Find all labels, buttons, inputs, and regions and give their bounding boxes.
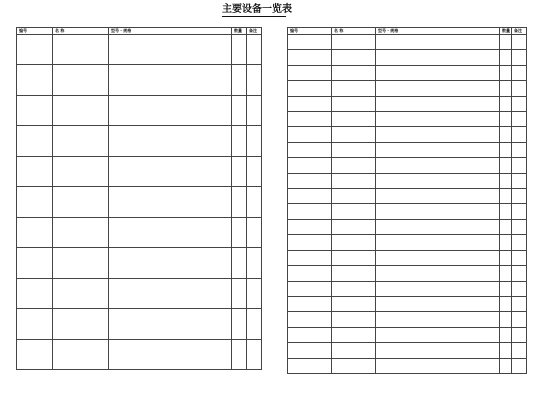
row-spec	[376, 343, 500, 358]
row-name	[332, 81, 376, 96]
row-code	[288, 358, 332, 373]
header-note: 备注	[512, 28, 527, 35]
row-name	[332, 189, 376, 204]
table-row	[17, 339, 262, 369]
row-spec	[376, 312, 500, 327]
row-spec	[376, 142, 500, 157]
row-note	[247, 278, 262, 308]
table-row	[288, 65, 527, 80]
row-name	[332, 142, 376, 157]
row-code	[288, 65, 332, 80]
table-row	[288, 96, 527, 111]
row-code	[17, 187, 53, 217]
row-code	[288, 189, 332, 204]
row-name	[332, 50, 376, 65]
row-qty	[500, 296, 512, 311]
row-code	[17, 339, 53, 369]
row-qty	[500, 96, 512, 111]
row-note	[512, 50, 527, 65]
row-spec	[376, 96, 500, 111]
row-qty	[500, 50, 512, 65]
row-name	[332, 312, 376, 327]
table-row	[288, 281, 527, 296]
row-code	[288, 219, 332, 234]
header-qty: 数量	[232, 28, 247, 35]
row-name	[332, 296, 376, 311]
row-qty	[500, 35, 512, 50]
row-qty	[232, 248, 247, 278]
row-name	[332, 65, 376, 80]
row-spec	[376, 35, 500, 50]
row-name	[53, 187, 109, 217]
row-name	[332, 35, 376, 50]
row-spec	[376, 250, 500, 265]
row-spec	[376, 204, 500, 219]
row-code	[17, 126, 53, 156]
row-spec	[109, 35, 232, 65]
row-spec	[109, 339, 232, 369]
row-code	[288, 266, 332, 281]
row-note	[512, 281, 527, 296]
row-note	[247, 126, 262, 156]
row-spec	[109, 309, 232, 339]
row-spec	[376, 112, 500, 127]
row-name	[53, 309, 109, 339]
row-note	[512, 65, 527, 80]
row-code	[288, 281, 332, 296]
row-qty	[500, 204, 512, 219]
row-code	[288, 142, 332, 157]
row-code	[17, 248, 53, 278]
document-title: 主要设备一览表	[222, 4, 292, 15]
table-row	[17, 95, 262, 125]
row-note	[512, 250, 527, 265]
row-code	[288, 112, 332, 127]
header-name: 名 称	[332, 28, 376, 35]
row-spec	[109, 278, 232, 308]
row-note	[512, 327, 527, 342]
table-row	[17, 35, 262, 65]
row-qty	[500, 127, 512, 142]
table-row	[288, 50, 527, 65]
row-note	[512, 235, 527, 250]
row-name	[332, 235, 376, 250]
row-name	[332, 358, 376, 373]
row-spec	[376, 327, 500, 342]
header-note: 备注	[247, 28, 262, 35]
row-code	[288, 312, 332, 327]
row-code	[288, 127, 332, 142]
row-note	[512, 96, 527, 111]
row-code	[288, 327, 332, 342]
row-name	[332, 327, 376, 342]
row-spec	[376, 81, 500, 96]
row-spec	[376, 189, 500, 204]
table-row	[17, 248, 262, 278]
row-name	[332, 266, 376, 281]
equipment-table-left	[16, 27, 262, 370]
row-spec	[376, 219, 500, 234]
table-row	[288, 358, 527, 373]
row-code	[288, 158, 332, 173]
row-qty	[232, 339, 247, 369]
row-name	[332, 173, 376, 188]
header-name: 名 称	[53, 28, 109, 35]
row-name	[332, 219, 376, 234]
row-qty	[500, 189, 512, 204]
row-qty	[232, 187, 247, 217]
row-spec	[376, 358, 500, 373]
row-code	[288, 204, 332, 219]
table-row	[288, 81, 527, 96]
row-note	[512, 158, 527, 173]
table-row	[288, 266, 527, 281]
table-row	[17, 187, 262, 217]
row-name	[53, 126, 109, 156]
row-qty	[500, 358, 512, 373]
row-name	[332, 343, 376, 358]
row-name	[332, 96, 376, 111]
row-spec	[376, 296, 500, 311]
row-qty	[500, 250, 512, 265]
header-code: 编号	[288, 28, 332, 35]
row-qty	[500, 235, 512, 250]
table-row	[17, 65, 262, 95]
table-row	[17, 217, 262, 247]
row-note	[512, 296, 527, 311]
table-row	[288, 142, 527, 157]
table-row	[288, 112, 527, 127]
table-row	[288, 235, 527, 250]
equipment-table-right	[287, 27, 527, 374]
row-qty	[500, 312, 512, 327]
row-qty	[232, 35, 247, 65]
row-note	[512, 343, 527, 358]
row-note	[512, 204, 527, 219]
row-note	[512, 142, 527, 157]
row-spec	[376, 281, 500, 296]
row-code	[288, 96, 332, 111]
row-qty	[500, 65, 512, 80]
row-code	[17, 217, 53, 247]
row-spec	[376, 65, 500, 80]
row-name	[53, 339, 109, 369]
table-row	[17, 156, 262, 186]
row-qty	[500, 112, 512, 127]
header-code: 编号	[17, 28, 53, 35]
row-code	[17, 35, 53, 65]
table-row	[288, 204, 527, 219]
row-code	[288, 343, 332, 358]
row-note	[512, 127, 527, 142]
row-code	[288, 81, 332, 96]
row-name	[53, 35, 109, 65]
table-row	[17, 126, 262, 156]
row-note	[247, 248, 262, 278]
row-note	[247, 156, 262, 186]
row-name	[332, 250, 376, 265]
row-note	[512, 112, 527, 127]
row-name	[332, 204, 376, 219]
row-note	[247, 95, 262, 125]
row-note	[512, 312, 527, 327]
row-spec	[376, 158, 500, 173]
table-header-row	[288, 28, 527, 35]
row-note	[247, 339, 262, 369]
table-row	[288, 158, 527, 173]
row-note	[247, 65, 262, 95]
row-spec	[109, 248, 232, 278]
row-qty	[500, 281, 512, 296]
row-name	[332, 158, 376, 173]
table-header-row	[17, 28, 262, 35]
row-note	[512, 266, 527, 281]
table-row	[288, 127, 527, 142]
row-note	[247, 217, 262, 247]
row-code	[288, 173, 332, 188]
header-spec: 型号 · 规格	[376, 28, 500, 35]
row-qty	[232, 278, 247, 308]
row-qty	[500, 173, 512, 188]
row-code	[288, 50, 332, 65]
table-row	[288, 312, 527, 327]
row-code	[288, 235, 332, 250]
row-spec	[109, 95, 232, 125]
row-qty	[500, 158, 512, 173]
row-code	[288, 35, 332, 50]
row-name	[53, 278, 109, 308]
row-code	[17, 156, 53, 186]
row-spec	[109, 156, 232, 186]
row-qty	[232, 156, 247, 186]
row-note	[512, 358, 527, 373]
row-qty	[500, 327, 512, 342]
table-row	[288, 343, 527, 358]
row-qty	[500, 219, 512, 234]
row-code	[17, 278, 53, 308]
row-qty	[500, 81, 512, 96]
row-name	[53, 156, 109, 186]
row-qty	[232, 95, 247, 125]
row-note	[247, 35, 262, 65]
table-row	[288, 296, 527, 311]
table-row	[288, 250, 527, 265]
row-qty	[500, 343, 512, 358]
row-code	[288, 296, 332, 311]
row-name	[53, 65, 109, 95]
row-spec	[109, 126, 232, 156]
row-qty	[232, 217, 247, 247]
table-row	[17, 309, 262, 339]
row-qty	[500, 266, 512, 281]
table-row	[288, 327, 527, 342]
table-row	[288, 173, 527, 188]
row-spec	[376, 50, 500, 65]
row-spec	[109, 187, 232, 217]
table-row	[288, 189, 527, 204]
table-row	[288, 35, 527, 50]
header-spec: 型号 · 规格	[109, 28, 232, 35]
row-note	[512, 173, 527, 188]
row-spec	[376, 266, 500, 281]
row-code	[17, 309, 53, 339]
row-spec	[376, 173, 500, 188]
row-name	[332, 127, 376, 142]
table-row	[288, 219, 527, 234]
row-qty	[232, 126, 247, 156]
row-note	[512, 219, 527, 234]
row-code	[17, 95, 53, 125]
row-note	[247, 309, 262, 339]
row-note	[247, 187, 262, 217]
row-spec	[109, 65, 232, 95]
row-qty	[232, 309, 247, 339]
row-name	[53, 217, 109, 247]
row-spec	[109, 217, 232, 247]
table-row	[17, 278, 262, 308]
row-note	[512, 35, 527, 50]
row-note	[512, 189, 527, 204]
row-name	[53, 248, 109, 278]
row-qty	[232, 65, 247, 95]
row-name	[332, 112, 376, 127]
row-name	[53, 95, 109, 125]
row-qty	[500, 142, 512, 157]
header-qty: 数量	[500, 28, 512, 35]
row-spec	[376, 127, 500, 142]
row-code	[17, 65, 53, 95]
row-spec	[376, 235, 500, 250]
row-name	[332, 281, 376, 296]
row-note	[512, 81, 527, 96]
row-code	[288, 250, 332, 265]
